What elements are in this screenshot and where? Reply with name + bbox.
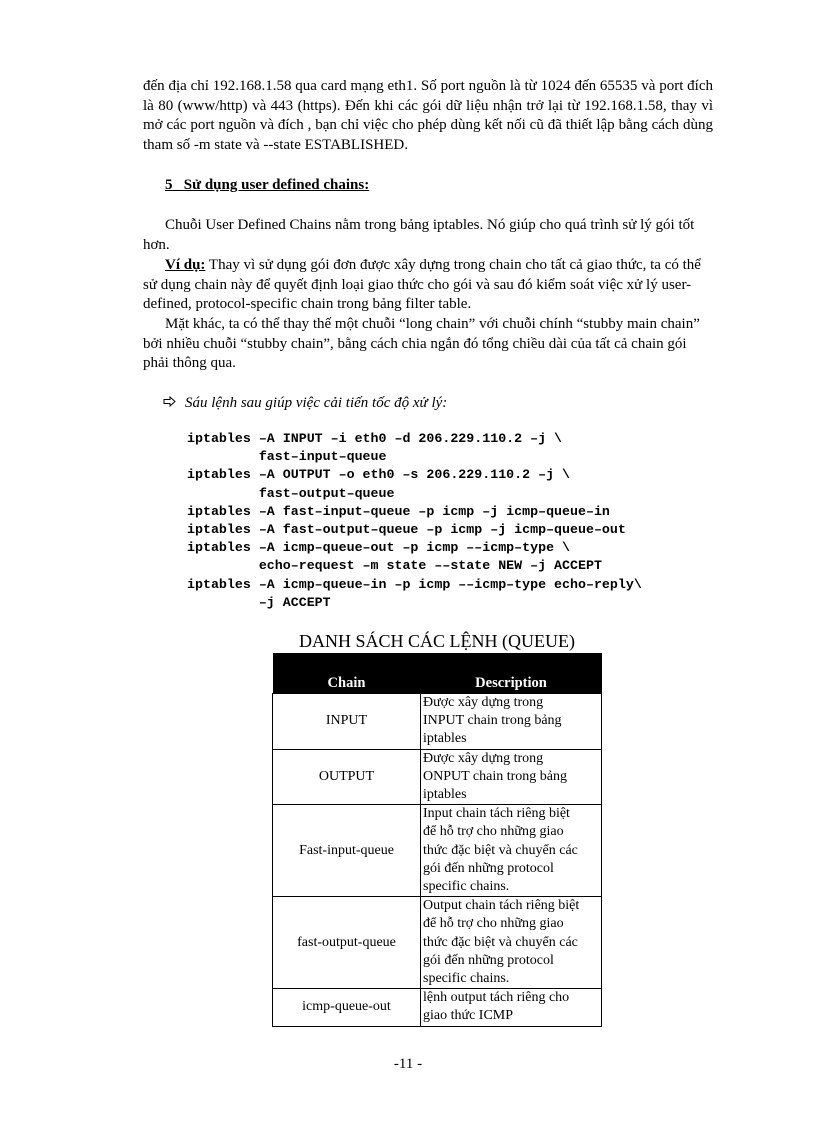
description-line: Output chain tách riêng biệt	[423, 898, 580, 914]
arrow-right-icon	[163, 396, 177, 412]
iptables-code-block	[187, 430, 642, 612]
description-line: Input chain tách riêng biệt	[423, 806, 570, 822]
chain-cell: fast-output-queue	[273, 897, 421, 989]
intro-paragraph: đến địa chỉ 192.168.1.58 qua card mạng eth1. Số port nguồn là từ 1024 đến 65535 và port đích là 80 (www/http) và 443 (https). Đến khi các gói dữ liệu nhận trở lại từ 192.168.1.58, thay vì mở các port nguồn và đích , bạn chỉ việc cho phép dùng kết nối cũ đã thiết lập bằng cách dùng tham số -m state và --state ESTABLISHED.	[143, 78, 713, 154]
table-row	[273, 897, 602, 989]
table-row	[273, 805, 602, 897]
queue-table	[272, 653, 602, 1027]
description-line: gói đến những protocol	[423, 860, 554, 876]
description-cell	[421, 897, 602, 989]
table-header-row	[273, 653, 602, 694]
code-line: echo–request –m state ––state NEW –j ACCEPT	[187, 558, 602, 574]
code-line: iptables –A fast–input–queue –p icmp –j icmp–queue–in	[187, 503, 610, 519]
description-line: ONPUT chain trong bảng	[423, 768, 567, 784]
description-line: gói đến những protocol	[423, 952, 554, 968]
description-line: iptables	[423, 787, 467, 803]
code-line: iptables –A icmp–queue–in –p icmp ––icmp–type echo–reply\	[187, 576, 642, 592]
section-heading: 5_ Sử dụng user defined chains:	[165, 177, 370, 193]
chain-cell: Fast-input-queue	[273, 805, 421, 897]
code-line: fast–output–queue	[187, 485, 395, 501]
description-line: INPUT chain trong bảng	[423, 713, 562, 729]
description-line: để hỗ trợ cho những giao	[423, 916, 564, 932]
description-cell	[421, 694, 602, 750]
code-line: –j ACCEPT	[187, 594, 331, 610]
table-row	[273, 694, 602, 750]
description-line: Được xây dựng trong	[423, 695, 544, 710]
header-description: Description	[421, 653, 602, 694]
description-line: Được xây dựng trong	[423, 750, 544, 766]
description-line: iptables	[423, 731, 467, 747]
code-line: iptables –A OUTPUT –o eth0 –s 206.229.110.2 –j \	[187, 467, 571, 483]
description-line: thức đặc biệt và chuyển các	[423, 934, 578, 950]
example-label: Ví dụ:	[165, 257, 206, 273]
example-text: Thay vì sử dụng gói đơn được xây dựng trong chain cho tất cả giao thức, ta có thể sử dụng chain này để quyết định loại giao thức cho gói và sau đó kiểm soát việc xử lý user-defined, protocol-specific chain trong bảng filter table.	[143, 257, 701, 313]
description-cell	[421, 989, 602, 1026]
description-line: giao thức ICMP	[423, 1008, 514, 1024]
chain-cell: INPUT	[273, 694, 421, 750]
table-row	[273, 989, 602, 1026]
code-line: iptables –A fast–output–queue –p icmp –j icmp–queue–out	[187, 522, 626, 538]
code-line: iptables –A icmp–queue–out –p icmp ––icmp–type \	[187, 540, 571, 556]
description-line: lệnh output tách riêng cho	[423, 990, 570, 1006]
note-line	[163, 395, 447, 412]
table-row	[273, 749, 602, 805]
code-line: fast–input–queue	[187, 449, 387, 465]
chain-cell: OUTPUT	[273, 749, 421, 805]
description-line: thức đặc biệt và chuyển các	[423, 842, 578, 858]
description-cell	[421, 805, 602, 897]
table-title: DANH SÁCH CÁC LỆNH (QUEUE)	[299, 631, 575, 651]
paragraph-stubby-chain: Mặt khác, ta có thể thay thế một chuỗi “long chain” với chuỗi chính “stubby main chain” bởi nhiều chuỗi “stubby chain”, bằng cách chia ngắn đó tổng chiều dài của tất cả chain gói phải thông qua.	[143, 316, 700, 372]
note-text: Sáu lệnh sau giúp việc cải tiến tốc độ xử lý:	[185, 395, 448, 411]
chain-cell: icmp-queue-out	[273, 989, 421, 1026]
description-line: specific chains.	[423, 971, 510, 987]
description-line: để hỗ trợ cho những giao	[423, 824, 564, 840]
page-number: -11 -	[393, 1056, 423, 1072]
example-paragraph	[143, 256, 713, 315]
code-line: iptables –A INPUT –i eth0 –d 206.229.110.2 –j \	[187, 431, 563, 446]
paragraph-user-defined-chains: Chuỗi User Defined Chains nằm trong bảng iptables. Nó giúp cho quá trình sử lý gói tốt hơn.	[143, 217, 695, 253]
description-line: specific chains.	[423, 879, 510, 895]
description-cell	[421, 749, 602, 805]
header-chain: Chain	[273, 653, 421, 694]
